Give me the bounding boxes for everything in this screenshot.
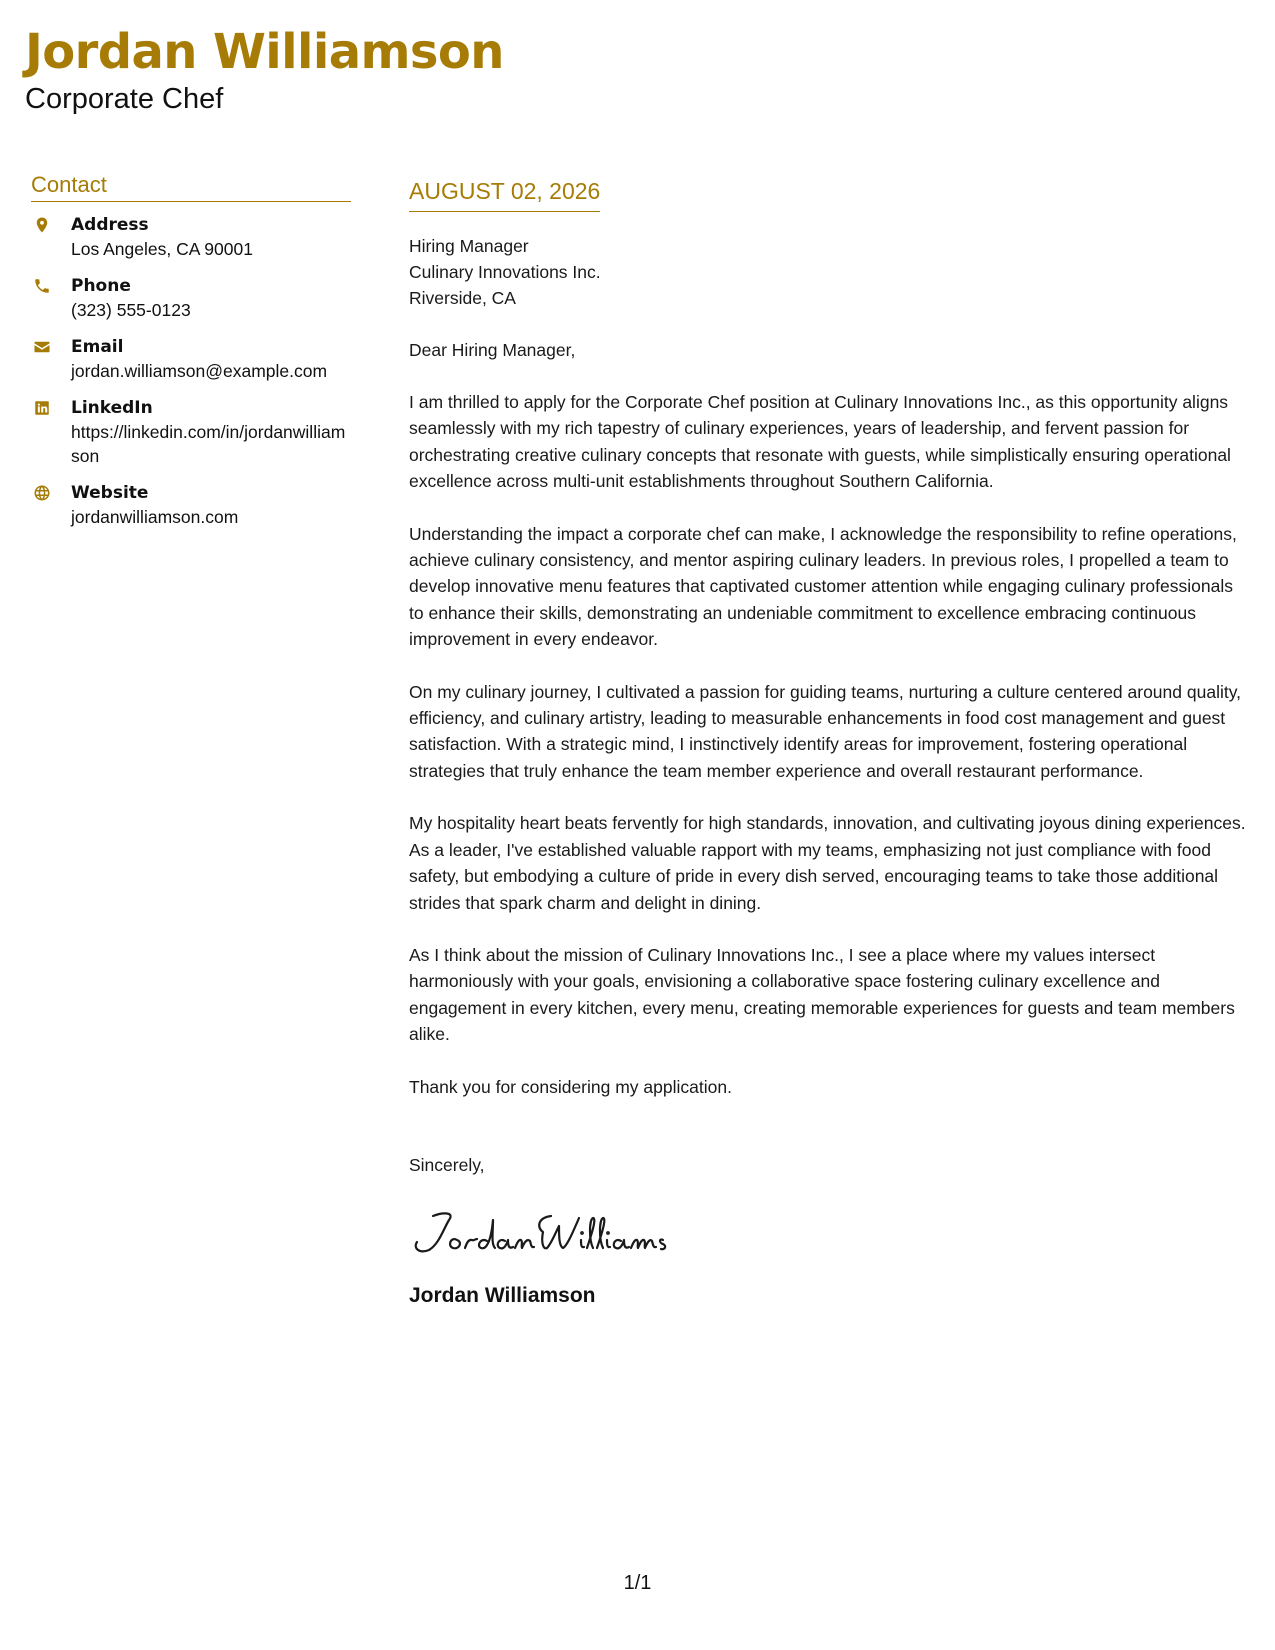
contact-item-website bbox=[31, 481, 351, 529]
body-paragraph: I am thrilled to apply for the Corporate Chef position at Culinary Innovations Inc., as this opportunity aligns seamlessly with my rich tapestry of culinary experiences, years of leadership, and fervent passion for orchestrating creative culinary concepts that resonate with guests, while simplistically ensuring operational excellence across multi-unit establishments throughout Southern California. bbox=[409, 392, 1231, 492]
map-pin-icon bbox=[31, 214, 53, 236]
contact-label: Address bbox=[71, 215, 149, 235]
applicant-name: Jordan Williamson bbox=[25, 24, 504, 80]
recipient-line: Hiring Manager bbox=[409, 236, 529, 256]
body-paragraph: As I think about the mission of Culinary Innovations Inc., I see a place where my values intersect harmoniously with your goals, envisioning a collaborative space fostering culinary excellence and engagement in every kitchen, every menu, creating memorable experiences for guests and team members alike. bbox=[409, 944, 1235, 1045]
signer-name: Jordan Williamson bbox=[409, 1283, 596, 1307]
applicant-role: Corporate Chef bbox=[25, 83, 224, 115]
linkedin-link[interactable]: https://linkedin.com/in/jordanwilliamson bbox=[71, 422, 346, 466]
letter-header bbox=[25, 22, 504, 116]
contact-item-address bbox=[31, 213, 351, 261]
contact-label: Email bbox=[71, 337, 124, 357]
salutation: Dear Hiring Manager, bbox=[409, 340, 576, 360]
contact-value: (323) 555-0123 bbox=[71, 300, 191, 320]
closing: Sincerely, bbox=[409, 1154, 485, 1175]
body-paragraph: Understanding the impact a corporate chef can make, I acknowledge the responsibility to refine operations, achieve culinary consistency, and mentor aspiring culinary leaders. In previous roles, I propelled a team to develop innovative menu features that captivated customer attention while engaging culinary professionals to enhance their skills, demonstrating an undeniable commitment to excellence embracing continuous improvement in every endeavor. bbox=[409, 523, 1237, 650]
website-link[interactable]: jordanwilliamson.com bbox=[71, 507, 239, 527]
page-number: 1/1 bbox=[623, 1572, 652, 1594]
signature-image bbox=[409, 1206, 669, 1260]
recipient-line: Culinary Innovations Inc. bbox=[409, 262, 601, 282]
thank-you-line: Thank you for considering my application. bbox=[409, 1076, 732, 1097]
email-link[interactable]: jordan.williamson@example.com bbox=[71, 361, 328, 381]
contact-value: Los Angeles, CA 90001 bbox=[71, 239, 253, 259]
body-paragraph: On my culinary journey, I cultivated a passion for guiding teams, nurturing a culture centered around quality, efficiency, and culinary artistry, leading to measurable enhancements in food cost management and guest satisfaction. With a strategic mind, I instinctively identify areas for improvement, fostering operational strategies that truly enhance the team member experience and overall restaurant performance. bbox=[409, 681, 1242, 781]
letter-body bbox=[409, 176, 1249, 1310]
envelope-icon bbox=[31, 336, 53, 358]
contact-sidebar bbox=[31, 171, 351, 542]
linkedin-icon bbox=[31, 397, 53, 419]
recipient-block bbox=[409, 233, 1249, 311]
body-paragraph: My hospitality heart beats fervently for high standards, innovation, and cultivating joyous dining experiences. As a leader, I've established valuable rapport with my teams, emphasizing not just compliance with food safety, but embodying a culture of pride in every dish served, encouraging teams to take those additional strides that spark charm and delight in dining. bbox=[409, 813, 1246, 913]
recipient-line: Riverside, CA bbox=[409, 288, 516, 308]
globe-icon bbox=[31, 482, 53, 504]
contact-label: Phone bbox=[71, 276, 131, 296]
contact-item-phone bbox=[31, 274, 351, 322]
contact-heading: Contact bbox=[31, 171, 351, 202]
contact-label: LinkedIn bbox=[71, 398, 153, 418]
letter-date: AUGUST 02, 2026 bbox=[409, 176, 600, 212]
contact-list bbox=[31, 213, 351, 529]
contact-item-linkedin bbox=[31, 396, 351, 468]
contact-item-email bbox=[31, 335, 351, 383]
contact-label: Website bbox=[71, 483, 149, 503]
phone-icon bbox=[31, 275, 53, 297]
